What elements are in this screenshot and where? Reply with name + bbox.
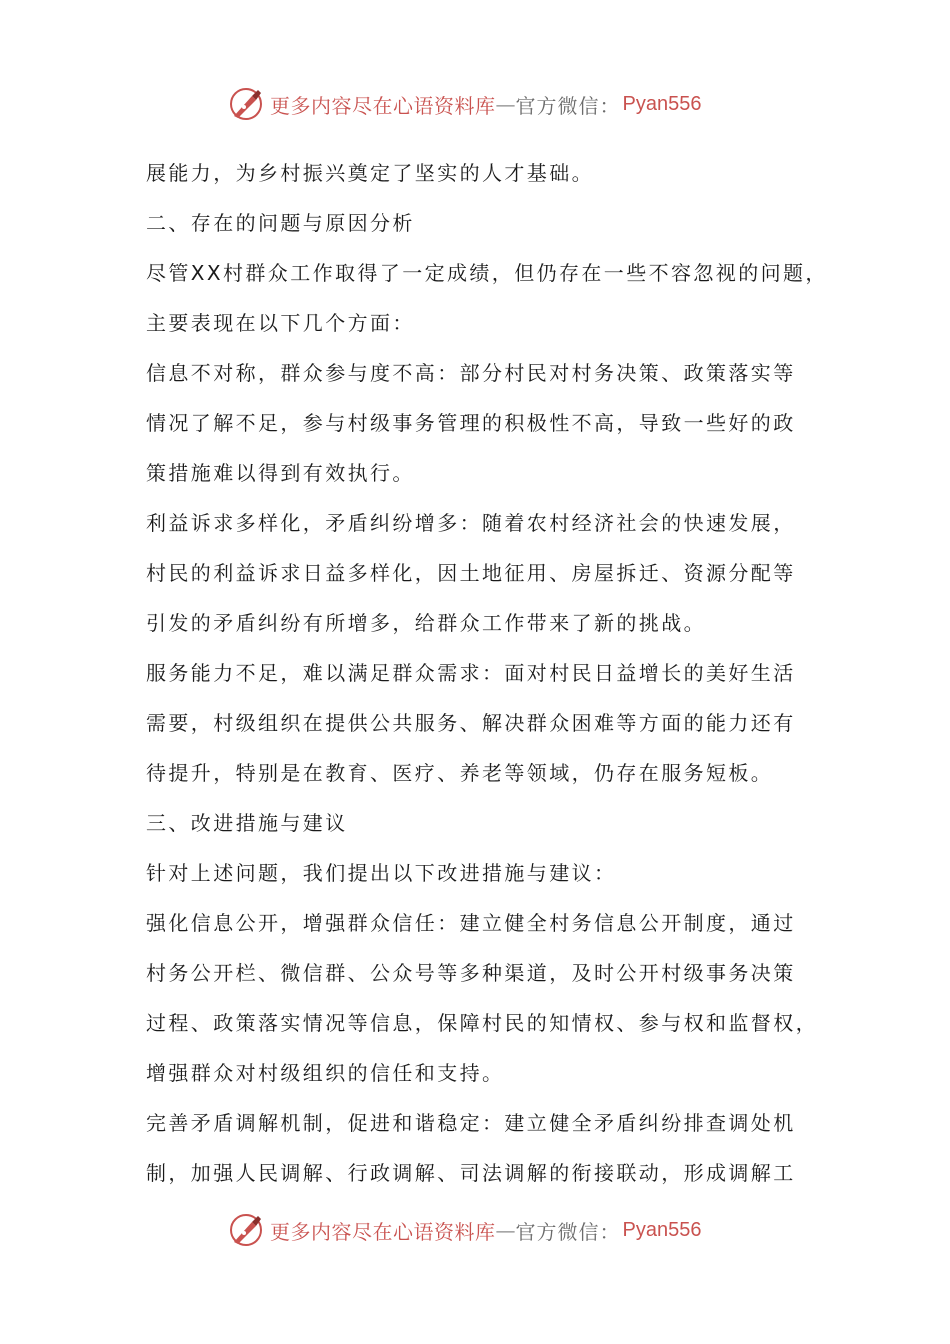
body-line: 需要，村级组织在提供公共服务、解决群众困难等方面的能力还有 [146, 711, 796, 735]
banner-separator: — [495, 92, 516, 116]
body-line: 村务公开栏、微信群、公众号等多种渠道，及时公开村级事务决策 [146, 961, 796, 985]
banner-wechat-id: Pyan556 [622, 1218, 702, 1241]
body-line: 尽管XX村群众工作取得了一定成绩，但仍存在一些不容忽视的问题， [146, 261, 828, 285]
banner-wechat-label: 官方微信： [515, 1219, 621, 1244]
banner-wechat-id: Pyan556 [622, 92, 702, 115]
section-heading-measures: 三、改进措施与建议 [146, 811, 348, 835]
document-body [146, 148, 828, 1198]
body-line: 强化信息公开，增强群众信任：建立健全村务信息公开制度，通过 [146, 911, 796, 935]
body-line: 村民的利益诉求日益多样化，因土地征用、房屋拆迁、资源分配等 [146, 561, 796, 585]
banner-title: 更多内容尽在心语资料库 [270, 93, 496, 118]
banner-wechat-label: 官方微信： [515, 93, 621, 118]
body-line: 针对上述问题，我们提出以下改进措施与建议： [146, 861, 617, 885]
body-line: 过程、政策落实情况等信息，保障村民的知情权、参与权和监督权， [146, 1011, 818, 1035]
body-line: 制，加强人民调解、行政调解、司法调解的衔接联动，形成调解工 [146, 1161, 796, 1185]
body-line: 待提升，特别是在教育、医疗、养老等领域，仍存在服务短板。 [146, 761, 774, 785]
body-line: 展能力，为乡村振兴奠定了坚实的人才基础。 [146, 161, 594, 185]
body-line: 服务能力不足，难以满足群众需求：面对村民日益增长的美好生活 [146, 661, 796, 685]
banner-title: 更多内容尽在心语资料库 [270, 1219, 496, 1244]
body-line: 引发的矛盾纠纷有所增多，给群众工作带来了新的挑战。 [146, 611, 706, 635]
body-line: 情况了解不足，参与村级事务管理的积极性不高，导致一些好的政 [146, 411, 796, 435]
pen-nib-logo-icon [228, 86, 264, 122]
body-line: 增强群众对村级组织的信任和支持。 [146, 1061, 505, 1085]
body-line: 利益诉求多样化，矛盾纠纷增多：随着农村经济社会的快速发展， [146, 511, 796, 535]
section-heading-problems: 二、存在的问题与原因分析 [146, 211, 415, 235]
banner-separator: — [495, 1218, 516, 1242]
body-line: 信息不对称，群众参与度不高：部分村民对村务决策、政策落实等 [146, 361, 796, 385]
body-line: 完善矛盾调解机制，促进和谐稳定：建立健全矛盾纠纷排查调处机 [146, 1111, 796, 1135]
header-banner [228, 84, 701, 124]
body-line: 策措施难以得到有效执行。 [146, 461, 415, 485]
body-line: 主要表现在以下几个方面： [146, 311, 415, 335]
footer-banner [228, 1210, 701, 1250]
pen-nib-logo-icon [228, 1212, 264, 1248]
